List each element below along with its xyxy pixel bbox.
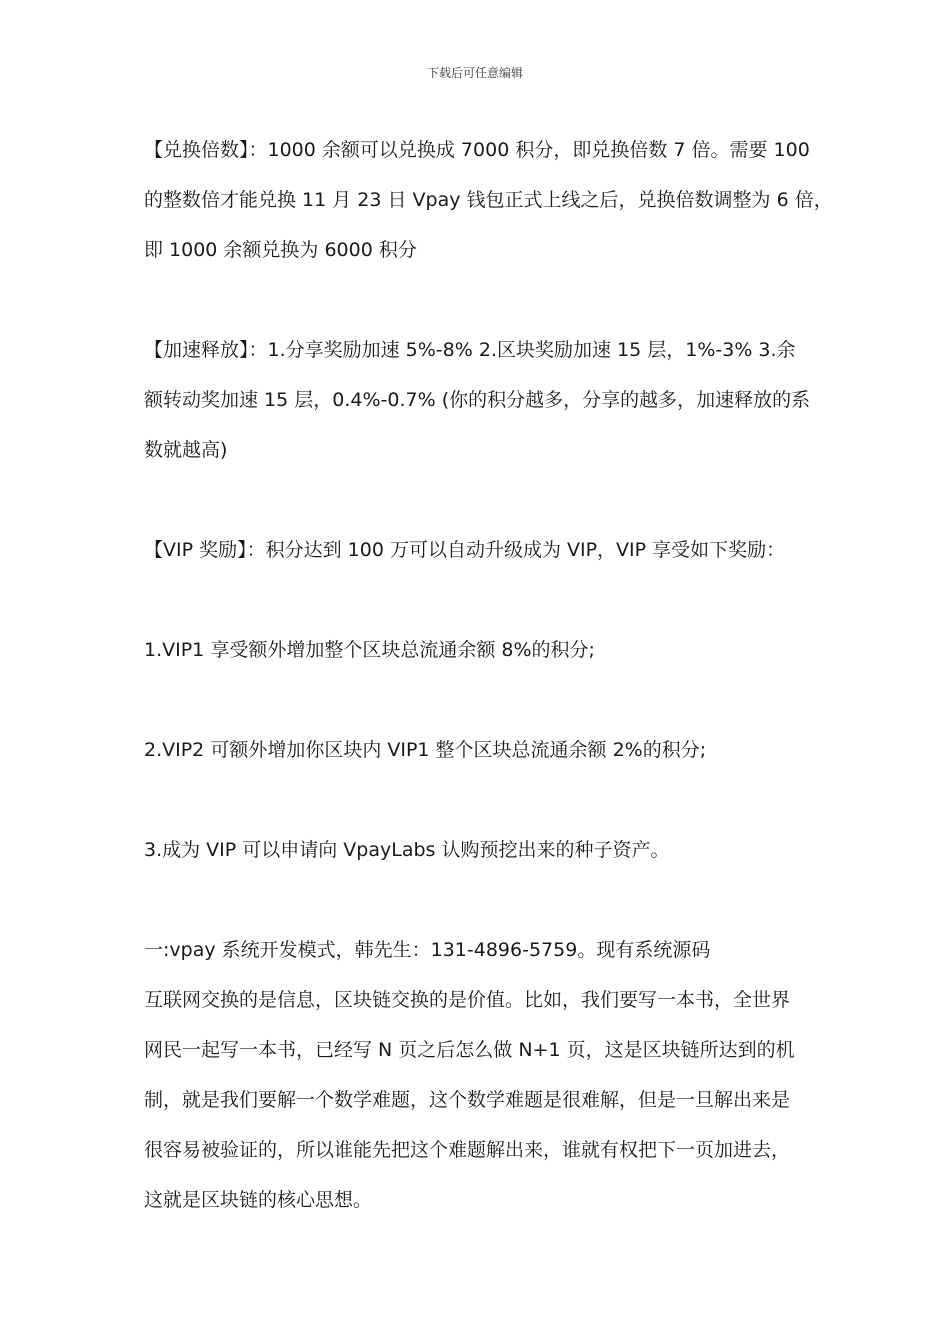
- text-line: 3.成为 VIP 可以申请向 VpayLabs 认购预挖出来的种子资产。: [144, 839, 670, 861]
- text-line: 即 1000 余额兑换为 6000 积分: [144, 239, 417, 261]
- text-line: 1.VIP1 享受额外增加整个区块总流通余额 8%的积分;: [144, 639, 595, 661]
- paragraph-vip2: [144, 725, 824, 775]
- paragraph-spacer: [144, 575, 824, 625]
- paragraph-spacer: [144, 475, 824, 525]
- text-line: 数就越高): [144, 439, 228, 461]
- paragraph-vip3: [144, 825, 824, 875]
- paragraph-vip1: [144, 625, 824, 675]
- page-header: 下载后可任意编辑: [426, 66, 523, 80]
- paragraph-spacer: [144, 275, 824, 325]
- text-line: 【兑换倍数】：1000 余额可以兑换成 7000 积分，即兑换倍数 7 倍。需要 100: [144, 139, 810, 161]
- text-line: 制，就是我们要解一个数学难题，这个数学难题是很难解，但是一旦解出来是: [144, 1089, 791, 1111]
- paragraph-system-development: [144, 925, 824, 1225]
- document-body: [144, 125, 833, 1225]
- text-line: 很容易被验证的，所以谁能先把这个难题解出来，谁就有权把下一页加进去，: [144, 1139, 791, 1161]
- text-line: 的整数倍才能兑换 11 月 23 日 Vpay 钱包正式上线之后，兑换倍数调整为 6 倍，: [144, 189, 833, 211]
- paragraph-accelerated-release: [144, 325, 824, 475]
- text-line: 【加速释放】：1.分享奖励加速 5%-8% 2.区块奖励加速 15 层，1%-3% 3.余: [144, 339, 796, 361]
- text-line: 网民一起写一本书，已经写 N 页之后怎么做 N+1 页，这是区块链所达到的机: [144, 1039, 795, 1061]
- text-line: 一:vpay 系统开发模式，韩先生：131-4896-5759。现有系统源码: [144, 939, 711, 961]
- text-line: 2.VIP2 可额外增加你区块内 VIP1 整个区块总流通余额 2%的积分;: [144, 739, 707, 761]
- paragraph-spacer: [144, 875, 824, 925]
- paragraph-exchange-multiplier: [144, 125, 833, 275]
- text-line: 【VIP 奖励】：积分达到 100 万可以自动升级成为 VIP，VIP 享受如下奖励：: [144, 539, 786, 561]
- paragraph-spacer: [144, 675, 824, 725]
- text-line: 这就是区块链的核心思想。: [144, 1189, 373, 1211]
- text-line: 额转动奖加速 15 层，0.4%-0.7% (你的积分越多，分享的越多，加速释放的系: [144, 389, 811, 411]
- text-line: 互联网交换的是信息，区块链交换的是价值。比如，我们要写一本书，全世界: [144, 989, 791, 1011]
- paragraph-vip-reward: [144, 525, 824, 575]
- paragraph-spacer: [144, 775, 824, 825]
